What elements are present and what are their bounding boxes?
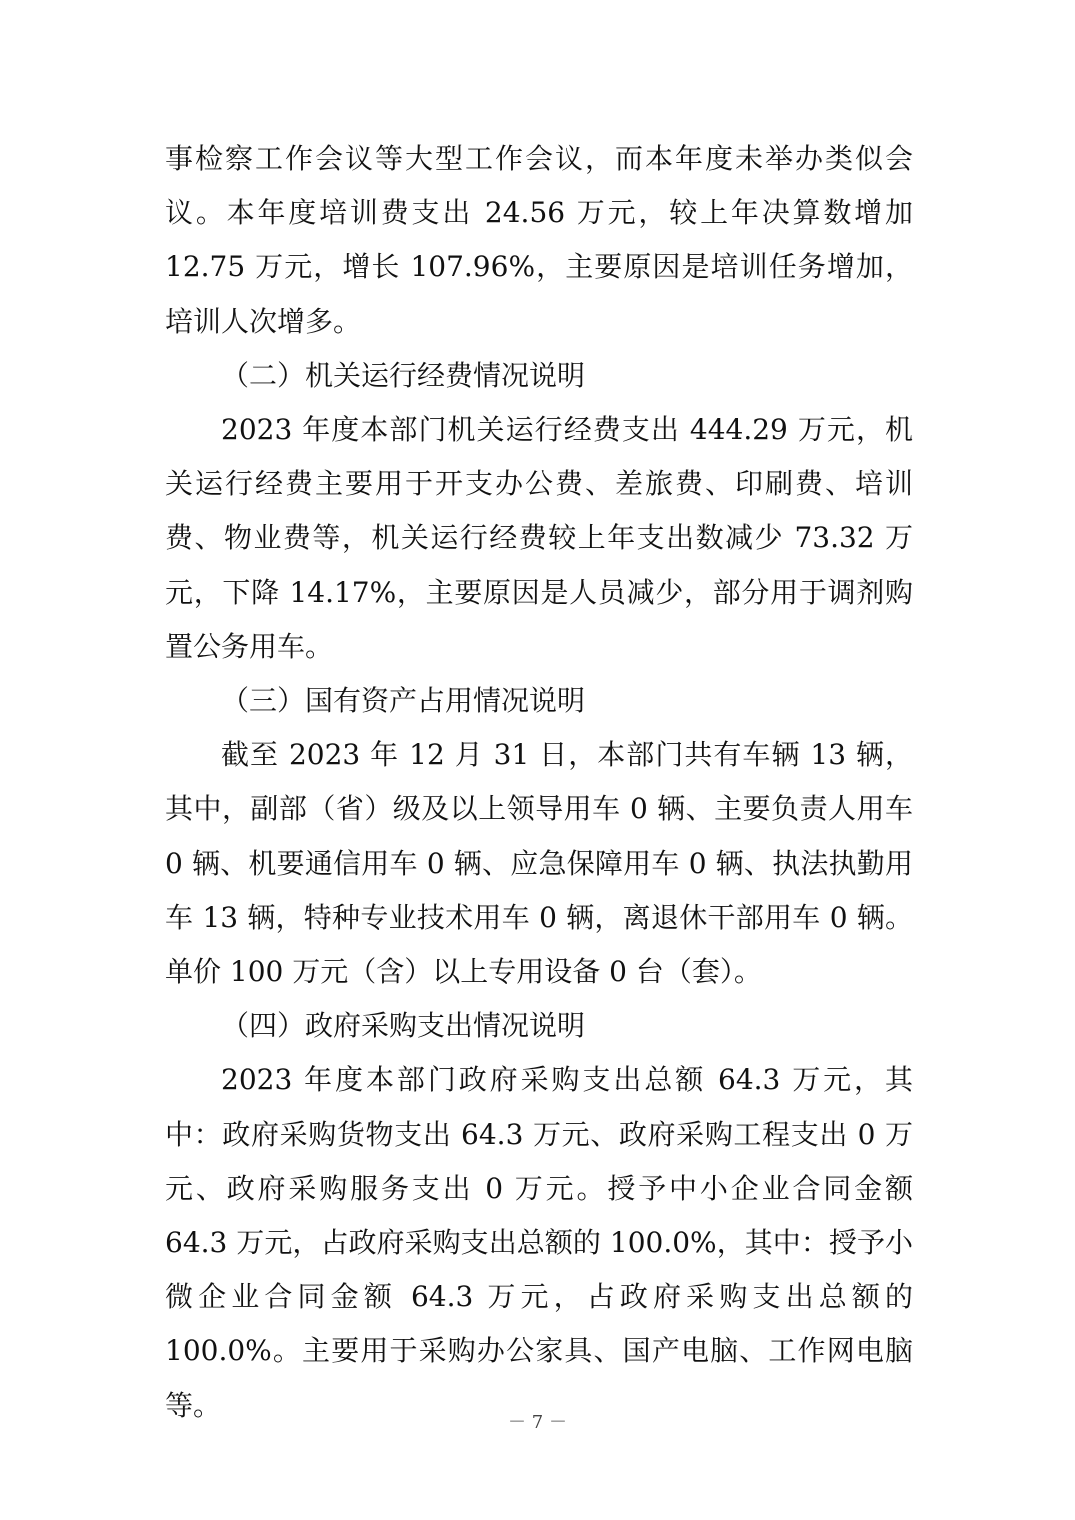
- paragraph-training-expense: 事检察工作会议等大型工作会议，而本年度未举办类似会议。本年度培训费支出 24.56 万元，较上年决算数增加 12.75 万元，增长 107.96%，主要原因是培训任务增加，培训人次增多。: [165, 142, 913, 338]
- paragraph-procurement: 2023 年度本部门政府采购支出总额 64.3 万元，其中：政府采购货物支出 64.3 万元、政府采购工程支出 0 万元、政府采购服务支出 0 万元。授予中小企业合同金额 64.3 万元，占政府采购支出总额的 100.0%，其中：授予小微企业合同金额 64.3 万元，占政府采购支出总额的 100.0%。主要用于采购办公家具、国产电脑、工作网电脑等。: [165, 1063, 913, 1422]
- section-heading-procurement: （四）政府采购支出情况说明: [221, 1009, 586, 1043]
- paragraph-operating-expenses: 2023 年度本部门机关运行经费支出 444.29 万元，机关运行经费主要用于开支办公费、差旅费、印刷费、培训费、物业费等，机关运行经费较上年支出数减少 73.32 万元，下降 14.17%，主要原因是人员减少，部分用于调剂购置公务用车。: [165, 413, 913, 663]
- document-body: [165, 132, 913, 1433]
- section-heading-operating-expenses: （二）机关运行经费情况说明: [221, 358, 586, 392]
- section-heading-state-assets: （三）国有资产占用情况说明: [221, 684, 586, 718]
- paragraph-state-assets: 截至 2023 年 12 月 31 日，本部门共有车辆 13 辆，其中，副部（省）级及以上领导用车 0 辆、主要负责人用车 0 辆、机要通信用车 0 辆、应急保障用车 0 辆、执法执勤用车 13 辆，特种专业技术用车 0 辆，离退休干部用车 0 辆。单价 100 万元（含）以上专用设备 0 台（套）。: [165, 738, 913, 989]
- page-number: － 7 －: [508, 1412, 567, 1433]
